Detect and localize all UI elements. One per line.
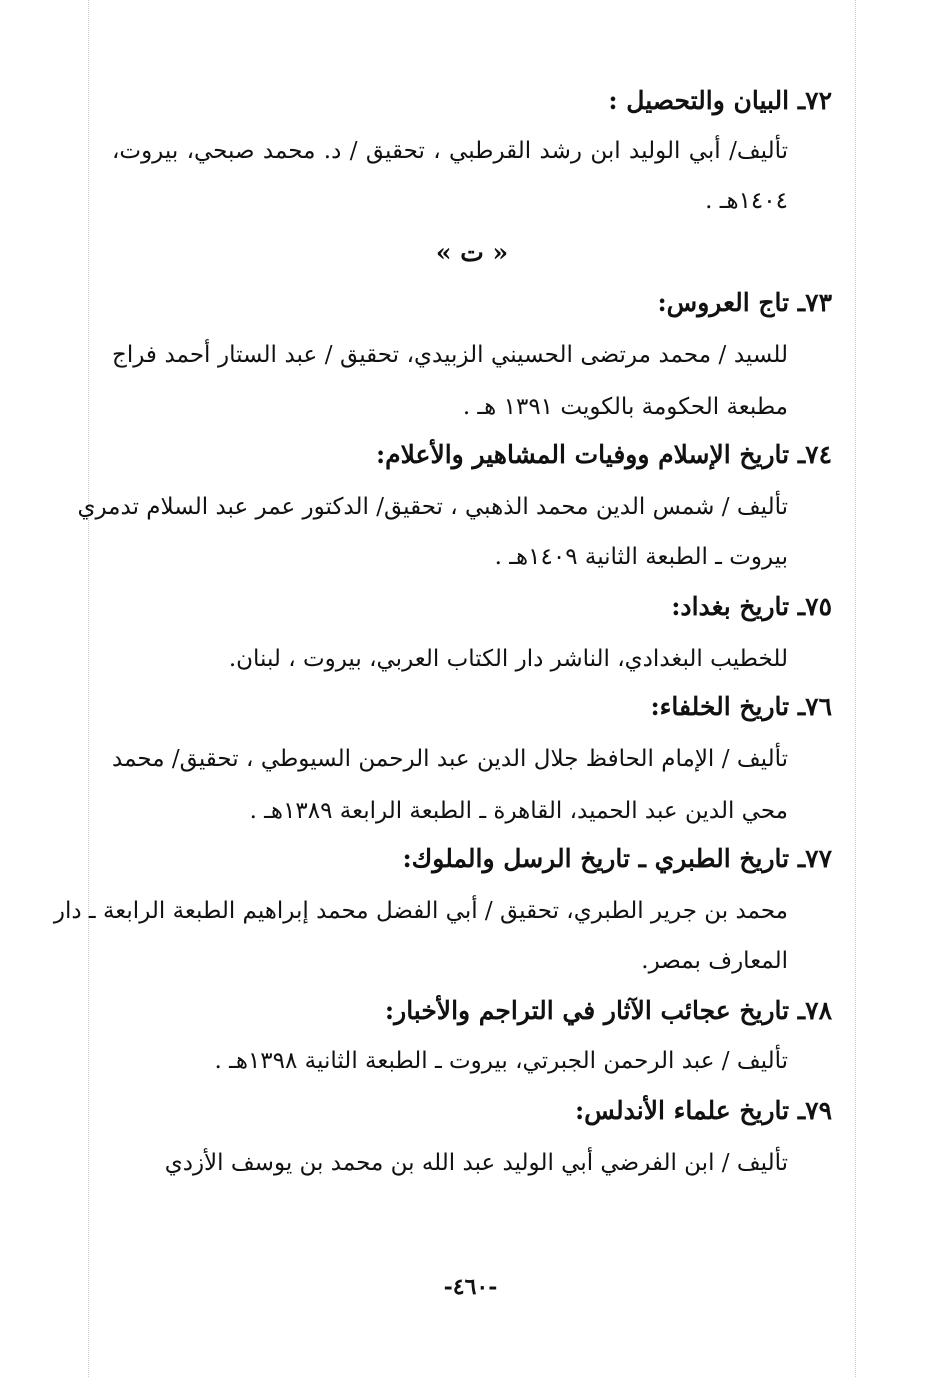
entry-75-line-1: للخطيب البغدادي، الناشر دار الكتاب العربي، بيروت ، لبنان.: [228, 646, 788, 672]
entry-74-heading: ٧٤ـ تاريخ الإسلام ووفيات المشاهير والأعلام:: [375, 440, 832, 469]
scan-guide-right: [855, 0, 856, 1377]
section-letter: « ت »: [435, 238, 509, 267]
entry-78-heading: ٧٨ـ تاريخ عجائب الآثار في التراجم والأخبار:: [384, 996, 832, 1025]
entry-72-line-1: تأليف/ أبي الوليد ابن رشد القرطبي ، تحقيق / د. محمد صبحي، بيروت،: [112, 138, 788, 164]
entry-78-line-1: تأليف / عبد الرحمن الجبرتي، بيروت ـ الطبعة الثانية ١٣٩٨هـ .: [214, 1048, 788, 1074]
entry-75-heading: ٧٥ـ تاريخ بغداد:: [671, 592, 832, 621]
entry-77-heading: ٧٧ـ تاريخ الطبري ـ تاريخ الرسل والملوك:: [402, 844, 832, 873]
entry-79-line-1: تأليف / ابن الفرضي أبي الوليد عبد الله بن محمد بن يوسف الأزدي: [164, 1150, 788, 1176]
entry-77-line-1: محمد بن جرير الطبري، تحقيق / أبي الفضل محمد إبراهيم الطبعة الرابعة ـ دار: [53, 898, 788, 924]
entry-77-line-2: المعارف بمصر.: [641, 948, 788, 974]
entry-74-line-1: تأليف / شمس الدين محمد الذهبي ، تحقيق/ الدكتور عمر عبد السلام تدمري: [77, 494, 788, 520]
entry-72-line-2: ١٤٠٤هـ .: [705, 188, 788, 214]
entry-79-heading: ٧٩ـ تاريخ علماء الأندلس:: [574, 1096, 832, 1125]
entry-73-line-1: للسيد / محمد مرتضى الحسيني الزبيدي، تحقيق / عبد الستار أحمد فراج: [112, 342, 788, 368]
scan-guide-left: [88, 0, 89, 1377]
page-number: -٤٦٠-: [443, 1274, 498, 1300]
entry-74-line-2: بيروت ـ الطبعة الثانية ١٤٠٩هـ .: [494, 544, 788, 570]
entry-76-heading: ٧٦ـ تاريخ الخلفاء:: [650, 692, 832, 721]
entry-73-line-2: مطبعة الحكومة بالكويت ١٣٩١ هـ .: [462, 394, 788, 420]
entry-72-heading: ٧٢ـ البيان والتحصيل :: [608, 86, 832, 115]
entry-73-heading: ٧٣ـ تاج العروس:: [657, 288, 832, 317]
entry-76-line-1: تأليف / الإمام الحافظ جلال الدين عبد الرحمن السيوطي ، تحقيق/ محمد: [112, 746, 788, 772]
entry-76-line-2: محي الدين عبد الحميد، القاهرة ـ الطبعة الرابعة ١٣٨٩هـ .: [249, 798, 788, 824]
